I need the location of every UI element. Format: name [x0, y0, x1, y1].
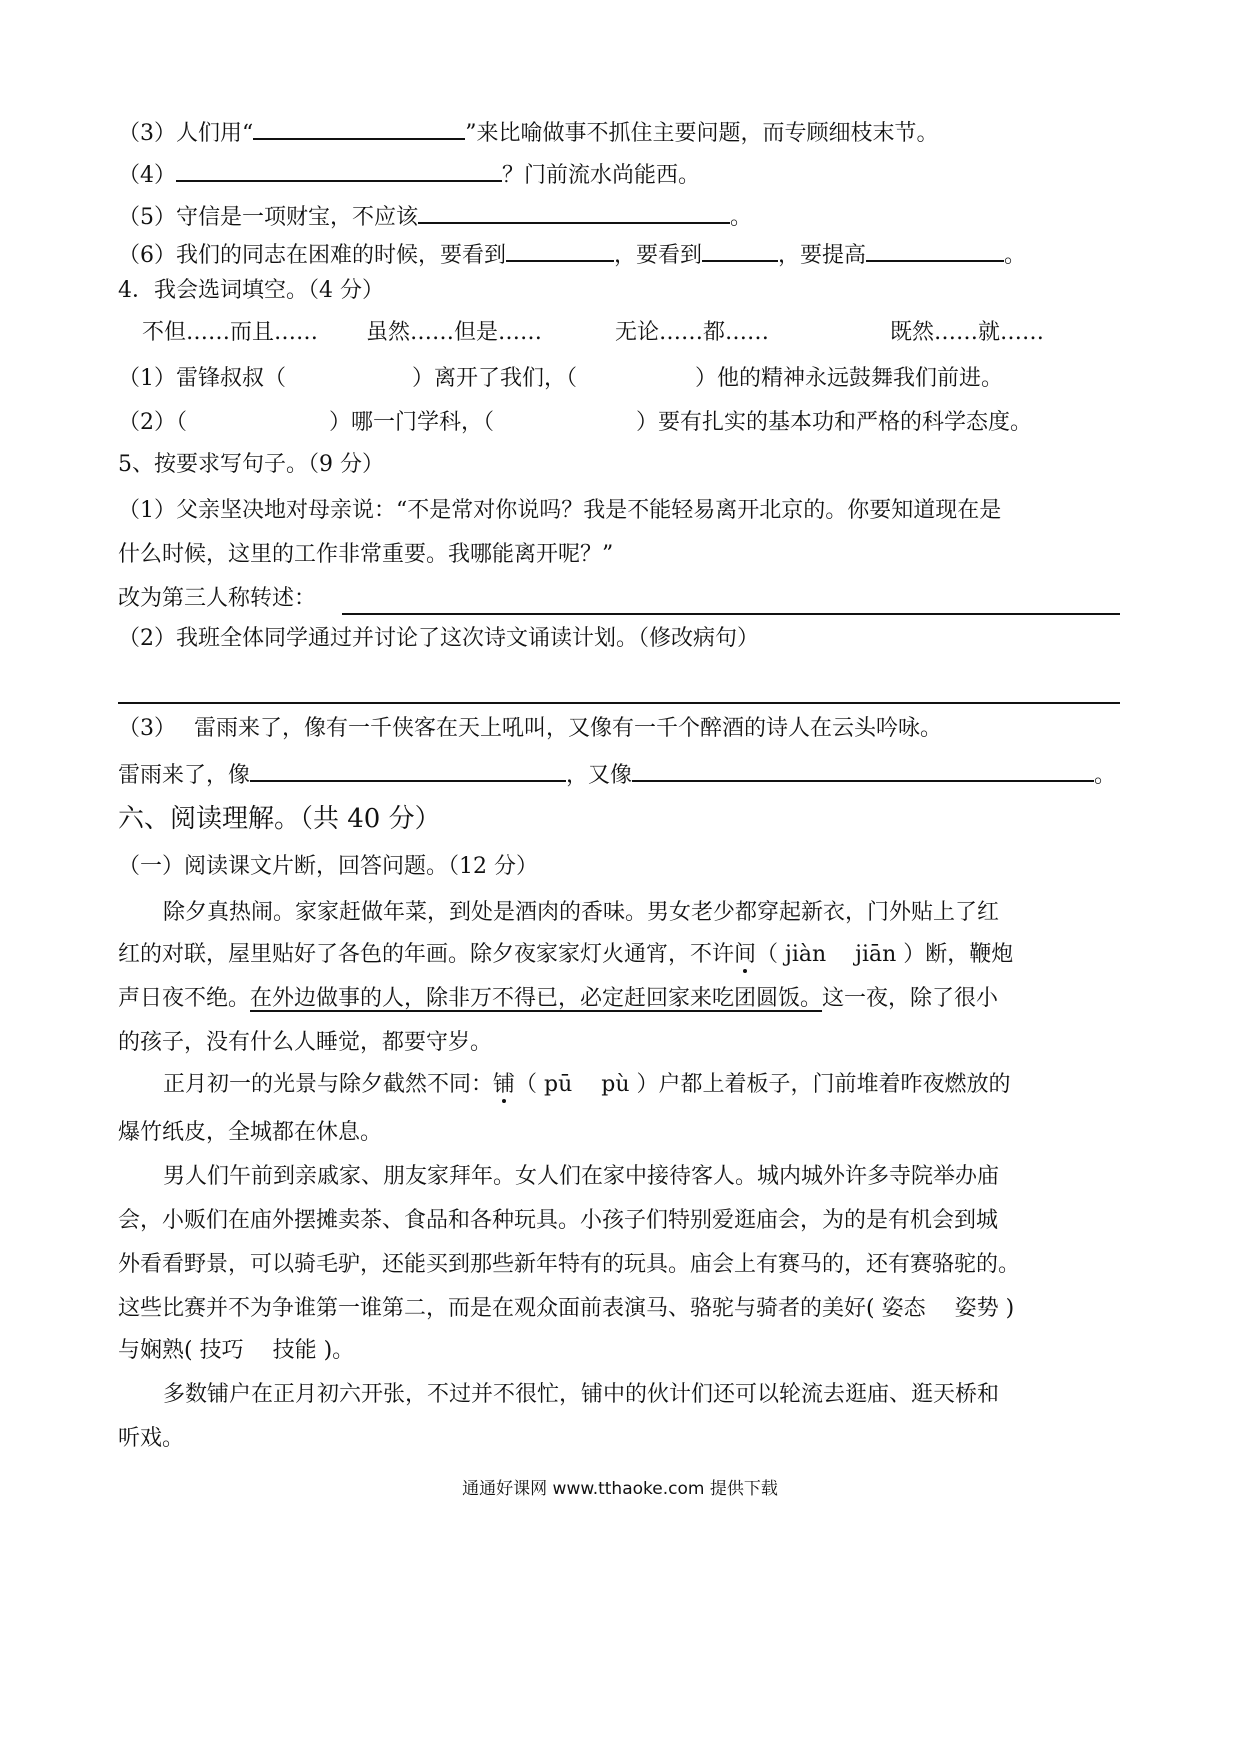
passage-line: 外看看野景，可以骑毛驴，还能买到那些新年特有的玩具。庙会上有赛马的，还有赛骆驼的。: [118, 1252, 1021, 1277]
q5-s3-text-c: 。: [1094, 763, 1117, 788]
pinyin-choice[interactable]: （ pū pù ）户都上着板子，门前堆着昨夜燃放的: [515, 1072, 1011, 1097]
q3-item-6-text-d: 。: [1004, 243, 1027, 268]
page-footer: 通通好课网 www.tthaoke.com 提供下载: [462, 1479, 778, 1499]
passage-line: 这些比赛并不为争谁第一谁第二，而是在观众面前表演马、骆驼与骑者的美好( 姿态 姿势 ): [118, 1296, 1015, 1321]
passage-line: 多数铺户在正月初六开张，不过并不很忙，铺中的伙计们还可以轮流去逛庙、逛天桥和: [163, 1382, 1000, 1407]
q5-s2: （2）我班全体同学通过并讨论了这次诗文诵读计划。（修改病句）: [118, 626, 759, 651]
passage-line: 的孩子，没有什么人睡觉，都要守岁。: [118, 1030, 493, 1055]
q4-s1-text-c: ）他的精神永远鼓舞我们前进。: [695, 366, 1004, 391]
q3-item-3-text-a: （3）人们用“: [118, 121, 254, 146]
word-option-1: 不但……而且……: [142, 320, 319, 345]
q4-s2-text-a: （2）（: [118, 410, 187, 435]
q3-item-6-text-a: （6）我们的同志在困难的时候，要看到: [118, 243, 506, 268]
answer-line[interactable]: [118, 702, 1120, 704]
answer-line[interactable]: [342, 613, 1120, 615]
q3-item-6-text-b: ，要看到: [614, 243, 703, 268]
answer-blank[interactable]: [176, 158, 502, 182]
q4-s2-text-c: ）要有扎实的基本功和严格的科学态度。: [636, 410, 1033, 435]
answer-blank[interactable]: [702, 238, 778, 262]
q3-item-4: [118, 158, 700, 191]
pinyin-choice[interactable]: （ jiàn jiān ）断，鞭炮: [756, 942, 1014, 967]
dotted-char: 铺: [493, 1072, 516, 1097]
word-option-2: 虽然……但是……: [366, 320, 543, 345]
q3-item-3-text-b: ”来比喻做事不抓住主要问题，而专顾细枝末节。: [465, 121, 939, 146]
answer-blank[interactable]: [253, 116, 465, 140]
passage-line: 会，小贩们在庙外摆摊卖茶、食品和各种玩具。小孩子们特别爱逛庙会，为的是有机会到城: [118, 1208, 999, 1233]
passage-text: 红的对联，屋里贴好了各色的年画。除夕夜家家灯火通宵，不许: [118, 942, 735, 967]
q3-item-6-text-c: ，要提高: [778, 243, 867, 268]
answer-blank[interactable]: [250, 758, 566, 782]
q3-item-6: [118, 238, 1026, 271]
passage-line: 与娴熟( 技巧 技能 )。: [118, 1338, 355, 1363]
q5-title: 5、按要求写句子。（9 分）: [118, 452, 384, 477]
q5-s1-prompt: 改为第三人称转述：: [118, 586, 317, 611]
answer-blank[interactable]: [632, 758, 1094, 782]
passage-line: 男人们午前到亲戚家、朋友家拜年。女人们在家中接待客人。城内城外许多寺院举办庙: [163, 1164, 1000, 1189]
q3-item-5-text-a: （5）守信是一项财宝，不应该: [118, 205, 418, 230]
q3-item-3: [118, 116, 939, 149]
answer-blank[interactable]: [506, 238, 614, 262]
passage-line: 听戏。: [118, 1426, 185, 1451]
passage-line: [118, 940, 1013, 970]
q4-sentence-1: [118, 364, 1003, 394]
q4-s2-text-b: ）哪一门学科，（: [329, 410, 495, 435]
passage-text: 这一夜，除了很小: [822, 986, 999, 1011]
passage-text: 正月初一的光景与除夕截然不同：: [163, 1072, 494, 1097]
word-option-4: 既然……就……: [890, 320, 1045, 345]
q5-s1-line1: （1）父亲坚决地对母亲说：“不是常对你说吗？我是不能轻易离开北京的。你要知道现在是: [118, 498, 1002, 523]
q4-s1-text-b: ）离开了我们，（: [412, 366, 578, 391]
q3-item-5: [118, 200, 752, 233]
section-6-title: 六、阅读理解。（共 40 分）: [118, 804, 441, 834]
q4-sentence-2: [118, 408, 1032, 438]
passage-line: 爆竹纸皮，全城都在休息。: [118, 1120, 383, 1145]
q4-title: 4．我会选词填空。（4 分）: [118, 278, 384, 303]
dotted-char: 间: [734, 942, 757, 967]
q5-s3-text-a: 雷雨来了，像: [118, 763, 251, 788]
passage-line: 除夕真热闹。家家赶做年菜，到处是酒肉的香味。男女老少都穿起新衣，门外贴上了红: [163, 900, 1000, 925]
q5-s3-rewrite: [118, 758, 1116, 791]
q5-s3-number: （3）: [118, 716, 176, 741]
q5-s1-line2: 什么时候，这里的工作非常重要。我哪能离开呢？”: [118, 542, 614, 567]
passage-text: 声日夜不绝。: [118, 986, 251, 1011]
q5-s3-text: 雷雨来了，像有一千侠客在天上吼叫，又像有一千个醉酒的诗人在云头吟咏。: [194, 716, 943, 741]
q4-s1-text-a: （1）雷锋叔叔（: [118, 366, 286, 391]
q5-s3-text-b: ，又像: [566, 763, 633, 788]
passage-line: [163, 1070, 1011, 1100]
q5-s3: [118, 714, 942, 744]
passage-line: [118, 984, 998, 1014]
answer-blank[interactable]: [866, 238, 1004, 262]
q3-item-5-text-b: 。: [730, 205, 753, 230]
q3-item-4-text-b: ？门前流水尚能西。: [502, 163, 701, 188]
section-6-subtitle: （一）阅读课文片断，回答问题。（12 分）: [118, 854, 538, 879]
word-option-3: 无论……都……: [615, 320, 770, 345]
answer-blank[interactable]: [418, 200, 730, 224]
q3-item-4-text-a: （4）: [118, 163, 176, 188]
underlined-sentence: 在外边做事的人，除非万不得已，必定赶回家来吃团圆饭。: [250, 986, 823, 1011]
